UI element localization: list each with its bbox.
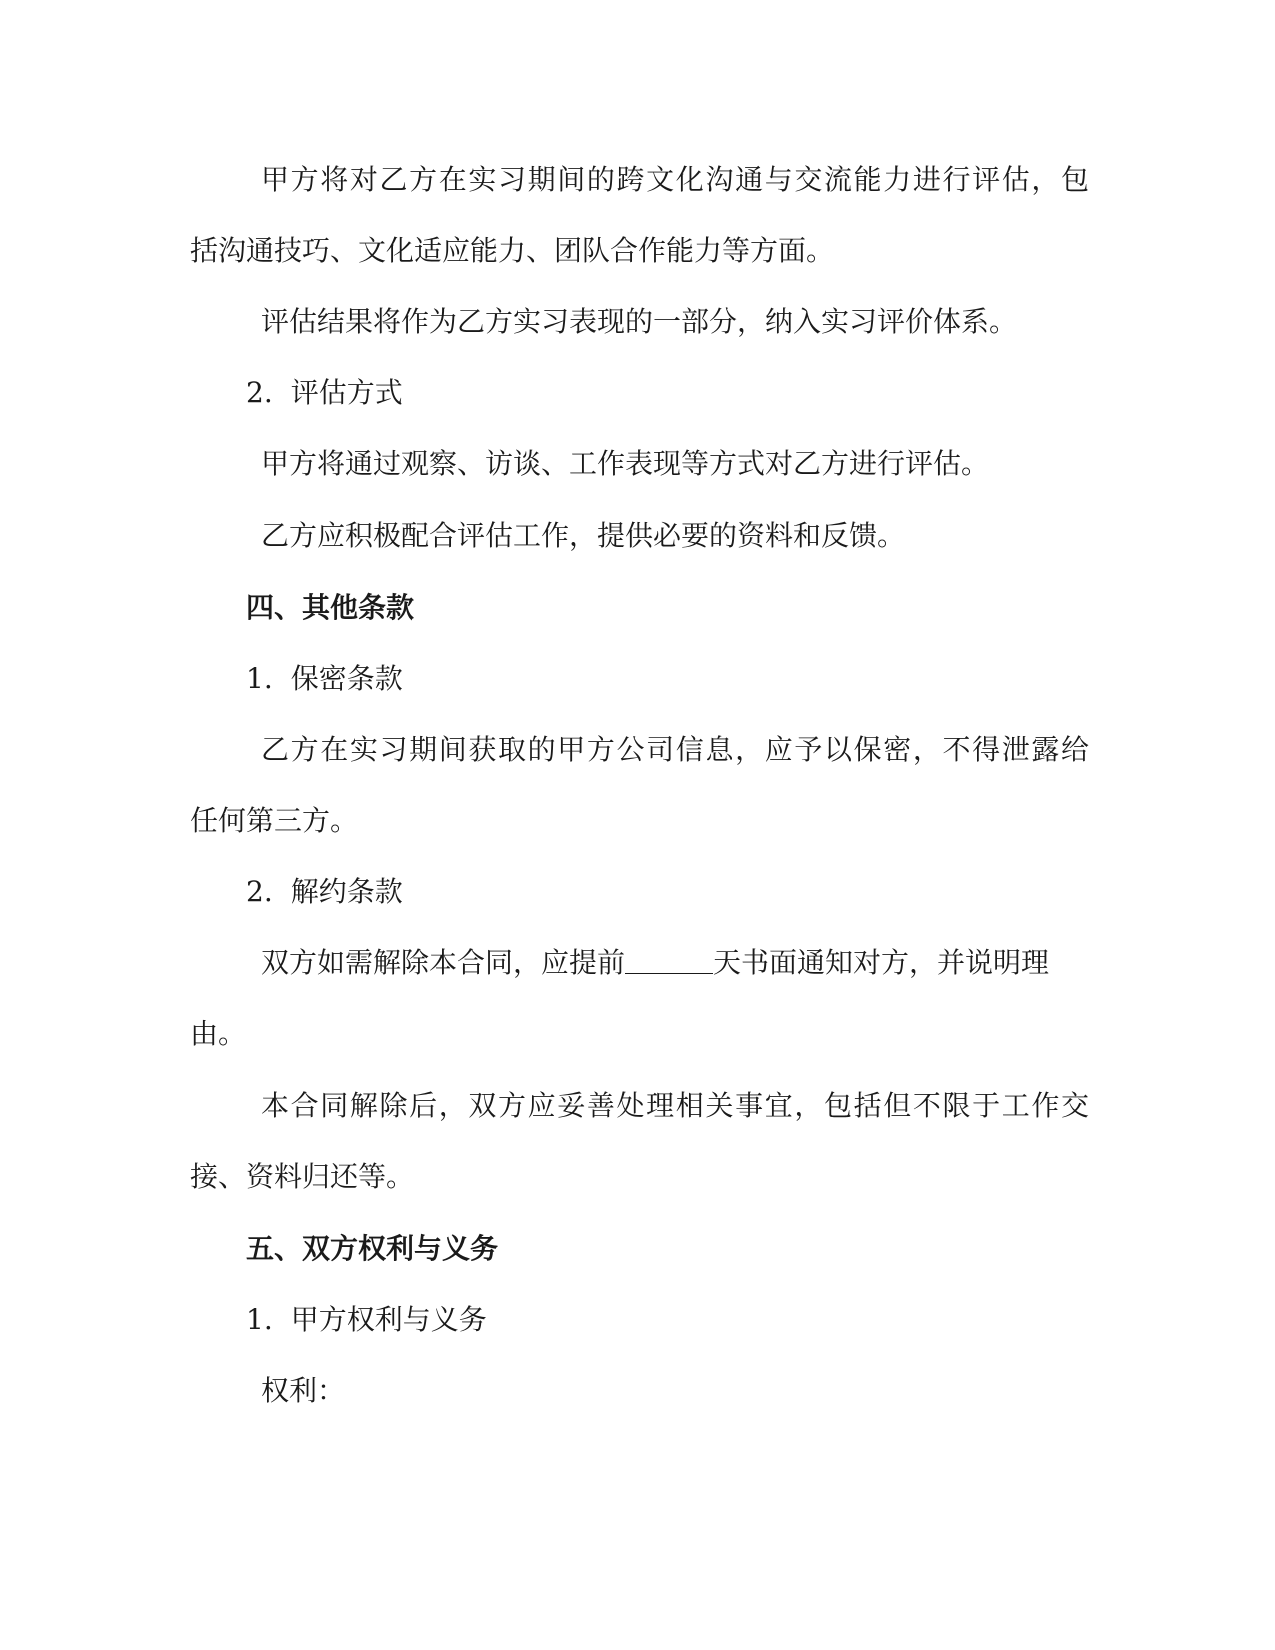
paragraph-line: 任何第三方。: [190, 804, 359, 837]
item-number: 1.: [246, 662, 273, 695]
numbered-item-heading: [246, 659, 1146, 699]
numbered-item-heading: [246, 1300, 1146, 1340]
item-title: 评估方式: [290, 376, 403, 409]
text-segment: 双方如需解除本合同，应提前: [261, 946, 626, 979]
rights-label: 权利：: [261, 1374, 346, 1407]
numbered-item-heading: [246, 872, 1146, 912]
fill-in-blank: [625, 943, 713, 974]
section-heading: 五、双方权利与义务: [246, 1232, 499, 1265]
item-title: 保密条款: [290, 662, 403, 695]
paragraph: 乙方应积极配合评估工作，提供必要的资料和反馈。: [261, 519, 906, 552]
paragraph-line: 本合同解除后，双方应妥善处理相关事宜，包括但不限于工作交: [261, 1089, 1089, 1122]
paragraph-line: 接、资料归还等。: [190, 1160, 415, 1193]
paragraph-line: 括沟通技巧、文化适应能力、团队合作能力等方面。: [190, 234, 835, 267]
section-heading: 四、其他条款: [246, 591, 415, 624]
item-number: 1.: [246, 1303, 273, 1336]
paragraph: 评估结果将作为乙方实习表现的一部分，纳入实习评价体系。: [261, 305, 1018, 338]
paragraph-line: [261, 943, 1161, 983]
numbered-item-heading: [246, 373, 1146, 413]
paragraph-line: 甲方将对乙方在实习期间的跨文化沟通与交流能力进行评估，包: [261, 163, 1089, 196]
paragraph-line: 由。: [190, 1017, 247, 1050]
item-title: 解约条款: [290, 875, 403, 908]
item-number: 2.: [246, 875, 273, 908]
item-number: 2.: [246, 376, 273, 409]
text-segment: 天书面通知对方，并说明理: [713, 946, 1050, 979]
paragraph-line: 乙方在实习期间获取的甲方公司信息，应予以保密，不得泄露给: [261, 733, 1089, 766]
item-title: 甲方权利与义务: [290, 1303, 487, 1336]
paragraph: 甲方将通过观察、访谈、工作表现等方式对乙方进行评估。: [261, 447, 990, 480]
